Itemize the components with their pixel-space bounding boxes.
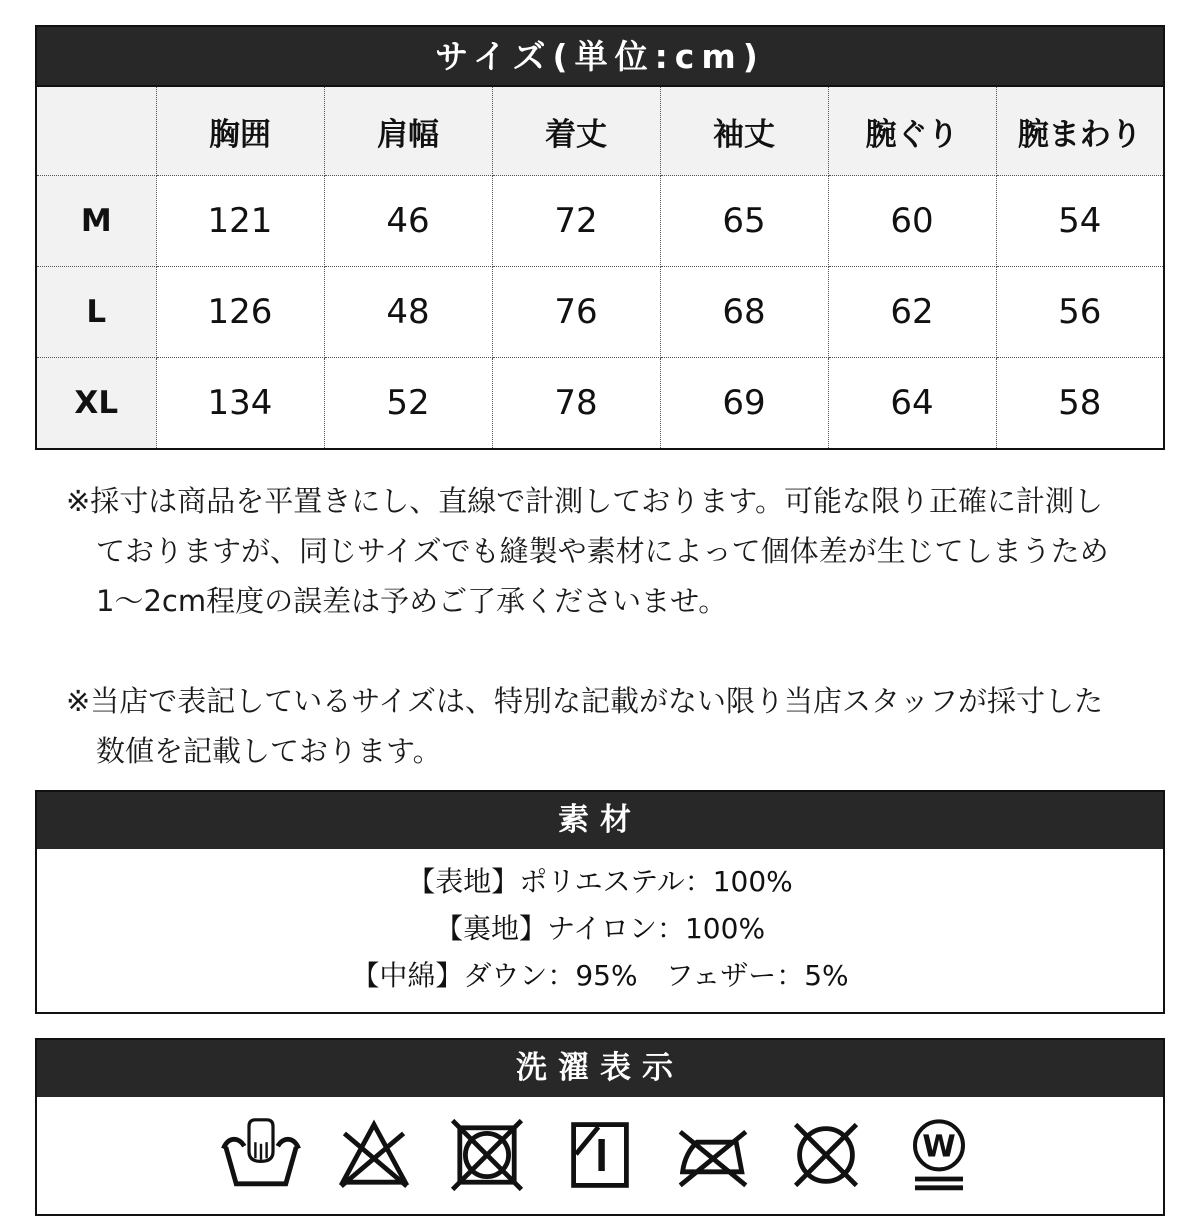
hand-wash-icon <box>221 1115 301 1195</box>
material-section <box>35 790 1165 1014</box>
size-label: XL <box>36 358 156 450</box>
do-not-tumble-dry-icon <box>447 1115 527 1195</box>
gentle-wet-clean-icon <box>899 1115 979 1195</box>
size-value: 126 <box>156 267 324 358</box>
size-label: L <box>36 267 156 358</box>
do-not-bleach-icon <box>334 1115 414 1195</box>
wet-clean-letter: W <box>922 1129 956 1165</box>
material-lining: 【裏地】ナイロン：100% <box>434 912 766 945</box>
size-value: 72 <box>492 176 660 267</box>
size-value: 64 <box>828 358 996 450</box>
size-row-l <box>36 267 1164 358</box>
material-body <box>37 849 1163 1012</box>
corner-cell <box>36 86 156 176</box>
column-header-chest: 胸囲 <box>156 86 324 176</box>
size-value: 62 <box>828 267 996 358</box>
dry-in-shade-icon <box>560 1115 640 1195</box>
size-value: 56 <box>996 267 1164 358</box>
material-filling: 【中綿】ダウン：95% フェザー：5% <box>351 959 849 992</box>
size-value: 68 <box>660 267 828 358</box>
laundry-section-title: 洗濯表示 <box>37 1040 1163 1097</box>
size-table-header-row <box>36 86 1164 176</box>
size-value: 46 <box>324 176 492 267</box>
column-header-armhole: 腕ぐり <box>828 86 996 176</box>
size-value: 48 <box>324 267 492 358</box>
column-header-length: 着丈 <box>492 86 660 176</box>
size-value: 52 <box>324 358 492 450</box>
note-staff-measured <box>66 676 1165 776</box>
size-value: 54 <box>996 176 1164 267</box>
material-section-title: 素材 <box>37 792 1163 849</box>
note-line: 1〜2cm程度の誤差は予めご了承くださいませ。 <box>96 584 728 618</box>
column-header-arm-circumference: 腕まわり <box>996 86 1164 176</box>
column-header-shoulder: 肩幅 <box>324 86 492 176</box>
size-value: 60 <box>828 176 996 267</box>
size-row-m <box>36 176 1164 267</box>
note-line: ※採寸は商品を平置きにし、直線で計測しております。可能な限り正確に計測し <box>66 484 1103 518</box>
note-line: ※当店で表記しているサイズは、特別な記載がない限り当店スタッフが採寸した <box>66 684 1103 718</box>
size-value: 121 <box>156 176 324 267</box>
material-outer-fabric: 【表地】ポリエステル：100% <box>407 865 793 898</box>
size-value: 65 <box>660 176 828 267</box>
size-label: M <box>36 176 156 267</box>
note-line: ておりますが、同じサイズでも縫製や素材によって個体差が生じてしまうため <box>96 534 1109 568</box>
laundry-section <box>35 1038 1165 1216</box>
size-value: 69 <box>660 358 828 450</box>
column-header-sleeve: 袖丈 <box>660 86 828 176</box>
size-value: 134 <box>156 358 324 450</box>
note-line: 数値を記載しております。 <box>96 734 442 768</box>
note-measurement-tolerance <box>66 476 1165 626</box>
do-not-dry-clean-icon <box>786 1115 866 1195</box>
laundry-icons-row <box>37 1097 1163 1214</box>
size-value: 78 <box>492 358 660 450</box>
size-table-title: サイズ(単位:cm) <box>35 25 1165 85</box>
size-row-xl <box>36 358 1164 450</box>
size-value: 58 <box>996 358 1164 450</box>
do-not-iron-icon <box>673 1115 753 1195</box>
measurement-notes <box>35 476 1165 776</box>
size-table <box>35 85 1165 450</box>
size-value: 76 <box>492 267 660 358</box>
